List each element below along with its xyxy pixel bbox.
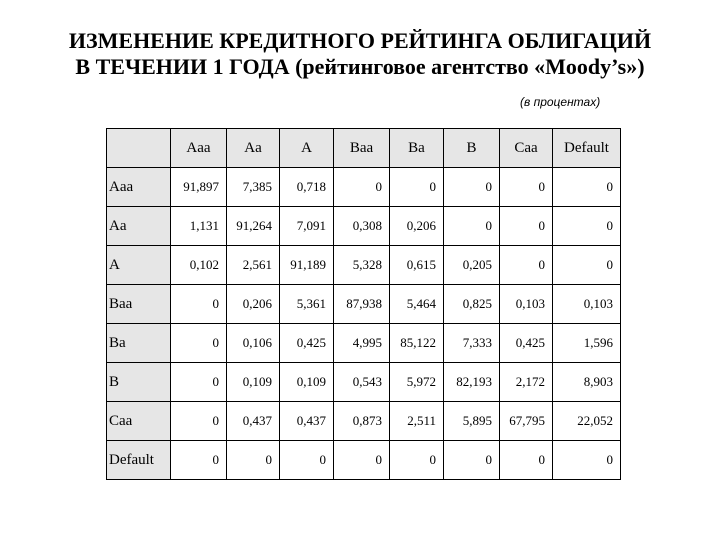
table-cell: 1,596	[553, 324, 621, 363]
table-cell: 0	[280, 441, 334, 480]
column-header: Caa	[500, 129, 553, 168]
table-cell: 4,995	[334, 324, 390, 363]
table-cell: 0,103	[553, 285, 621, 324]
column-header: Ba	[390, 129, 444, 168]
table-cell: 0	[171, 402, 227, 441]
table-cell: 7,385	[227, 168, 280, 207]
table-cell: 5,328	[334, 246, 390, 285]
table-cell: 0	[227, 441, 280, 480]
table-cell: 67,795	[500, 402, 553, 441]
table-cell: 0	[553, 441, 621, 480]
row-header: Aaa	[107, 168, 171, 207]
table-cell: 0,437	[227, 402, 280, 441]
table-cell: 0	[500, 207, 553, 246]
table-cell: 0,873	[334, 402, 390, 441]
table-cell: 5,361	[280, 285, 334, 324]
table-cell: 0,615	[390, 246, 444, 285]
table-cell: 0,103	[500, 285, 553, 324]
table-cell: 0,102	[171, 246, 227, 285]
table-cell: 0,106	[227, 324, 280, 363]
row-header: Aa	[107, 207, 171, 246]
table-cell: 22,052	[553, 402, 621, 441]
table-cell: 0	[171, 363, 227, 402]
table-row	[107, 441, 621, 480]
table-cell: 0	[171, 285, 227, 324]
table-cell: 0,206	[227, 285, 280, 324]
table-row	[107, 363, 621, 402]
table-cell: 0,109	[227, 363, 280, 402]
column-header: Baa	[334, 129, 390, 168]
table-cell: 2,172	[500, 363, 553, 402]
row-header: Default	[107, 441, 171, 480]
table-cell: 7,091	[280, 207, 334, 246]
header-row	[107, 129, 621, 168]
row-header: Baa	[107, 285, 171, 324]
title-line-1: ИЗМЕНЕНИЕ КРЕДИТНОГО РЕЙТИНГА ОБЛИГАЦИЙ	[68, 28, 652, 53]
table-cell: 8,903	[553, 363, 621, 402]
table-cell: 0	[553, 207, 621, 246]
table-cell: 0,825	[444, 285, 500, 324]
table-cell: 91,264	[227, 207, 280, 246]
table-cell: 5,895	[444, 402, 500, 441]
table-cell: 0,205	[444, 246, 500, 285]
table-cell: 0	[171, 441, 227, 480]
row-header: Caa	[107, 402, 171, 441]
table-row	[107, 324, 621, 363]
table-cell: 91,189	[280, 246, 334, 285]
column-header: Aaa	[171, 129, 227, 168]
table-cell: 1,131	[171, 207, 227, 246]
table-cell: 0	[500, 246, 553, 285]
column-header: B	[444, 129, 500, 168]
corner-cell	[107, 129, 171, 168]
table-cell: 0	[444, 168, 500, 207]
table-cell: 0	[444, 441, 500, 480]
table-cell: 0,308	[334, 207, 390, 246]
table-cell: 0,109	[280, 363, 334, 402]
table-row	[107, 168, 621, 207]
row-header: B	[107, 363, 171, 402]
table-cell: 0	[500, 168, 553, 207]
table-cell: 5,972	[390, 363, 444, 402]
table-cell: 0,206	[390, 207, 444, 246]
table-cell: 2,561	[227, 246, 280, 285]
table-cell: 5,464	[390, 285, 444, 324]
column-header: Aa	[227, 129, 280, 168]
table-cell: 0	[444, 207, 500, 246]
rating-transition-table	[106, 128, 621, 480]
table-row	[107, 285, 621, 324]
table-cell: 0,718	[280, 168, 334, 207]
table-cell: 0,425	[500, 324, 553, 363]
title-line-2: В ТЕЧЕНИИ 1 ГОДА (рейтинговое агентство «Moody’s»)	[75, 54, 645, 79]
table-cell: 82,193	[444, 363, 500, 402]
table-row	[107, 207, 621, 246]
table-cell: 87,938	[334, 285, 390, 324]
table-cell: 91,897	[171, 168, 227, 207]
column-header: A	[280, 129, 334, 168]
table-cell: 7,333	[444, 324, 500, 363]
units-note: (в процентах)	[520, 95, 601, 109]
table-cell: 0,425	[280, 324, 334, 363]
column-header: Default	[553, 129, 621, 168]
table-cell: 0,543	[334, 363, 390, 402]
table-cell: 0,437	[280, 402, 334, 441]
table-cell: 2,511	[390, 402, 444, 441]
table-cell: 0	[500, 441, 553, 480]
table-cell: 0	[334, 168, 390, 207]
table-row	[107, 246, 621, 285]
table-cell: 85,122	[390, 324, 444, 363]
page-title	[0, 28, 720, 80]
row-header: A	[107, 246, 171, 285]
table-row	[107, 402, 621, 441]
table-cell: 0	[553, 246, 621, 285]
table-cell: 0	[390, 441, 444, 480]
table-cell: 0	[334, 441, 390, 480]
table-cell: 0	[171, 324, 227, 363]
row-header: Ba	[107, 324, 171, 363]
table-cell: 0	[390, 168, 444, 207]
table-cell: 0	[553, 168, 621, 207]
